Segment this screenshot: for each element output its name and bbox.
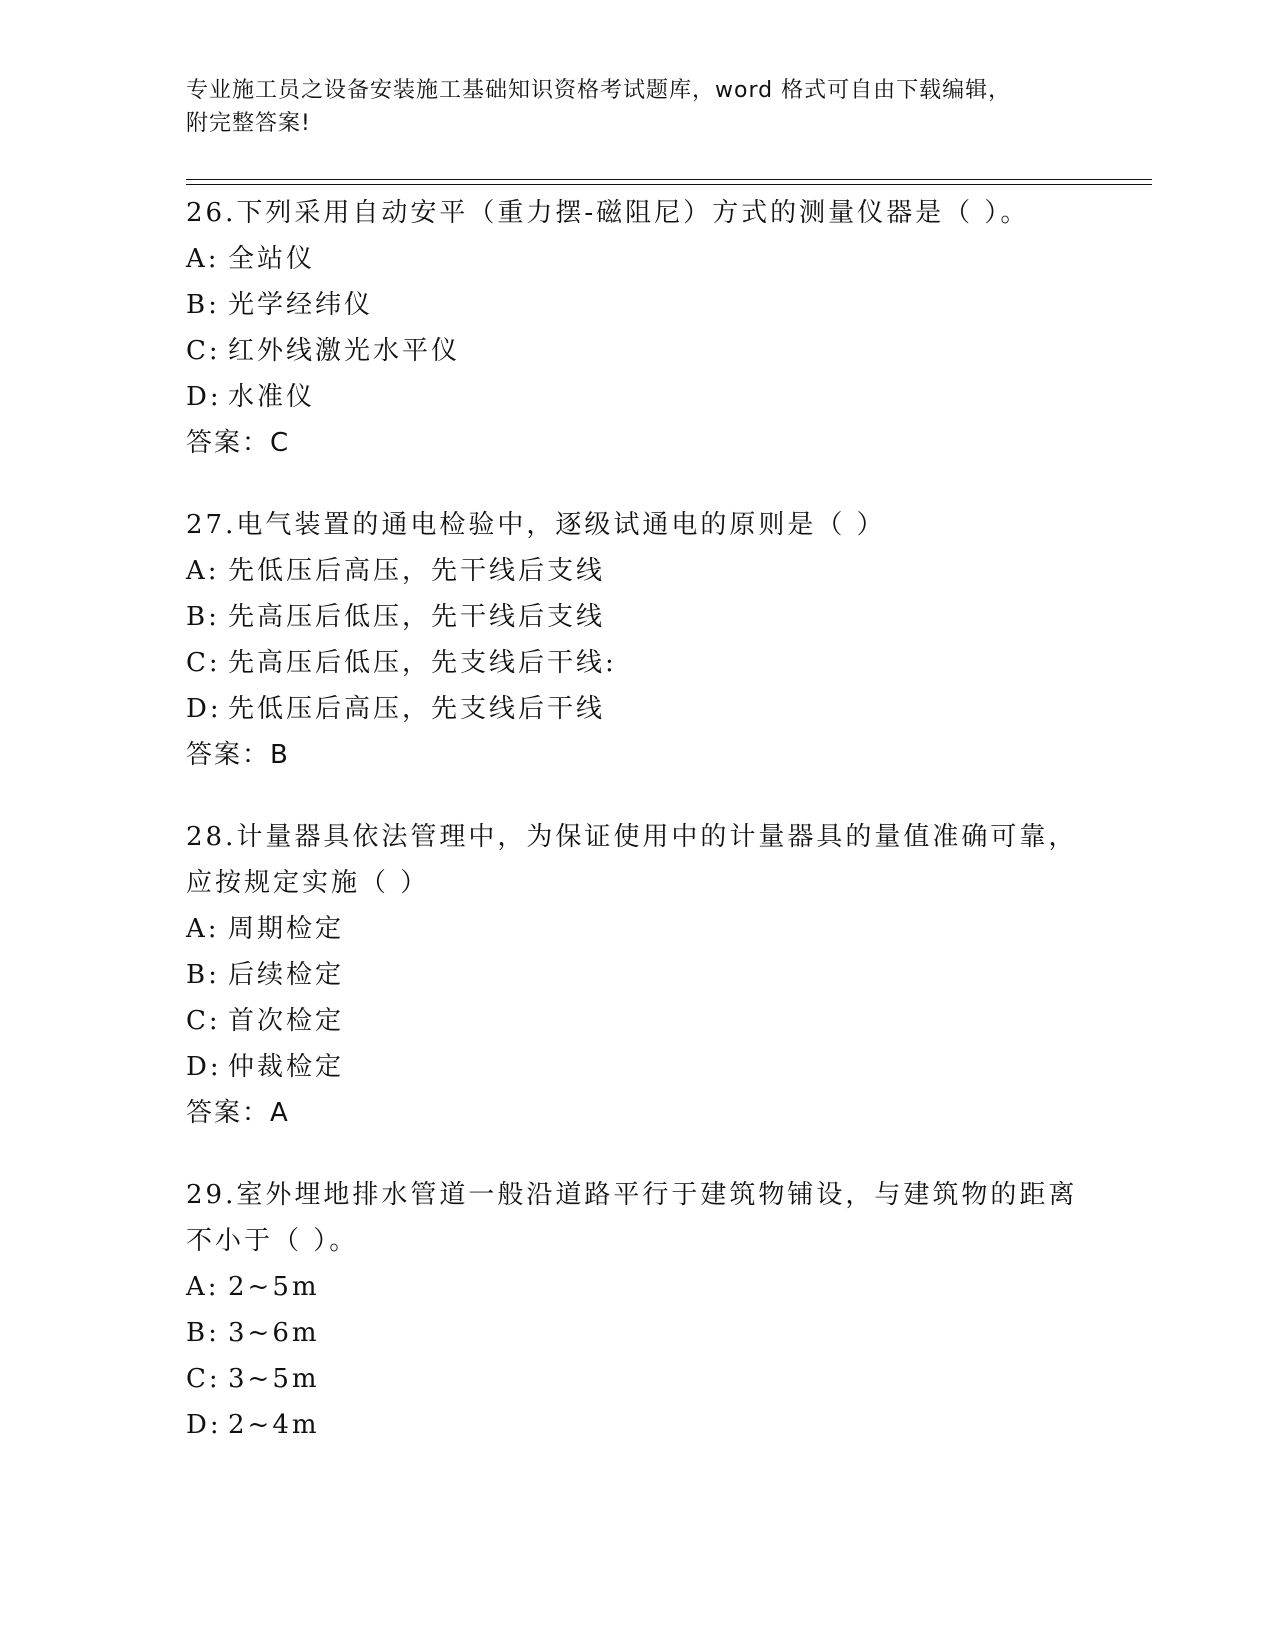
document-header: [186, 74, 1086, 140]
option-text: 先低压后高压，先干线后支线: [228, 556, 606, 586]
option-letter: C:: [186, 648, 221, 678]
option-text: 先高压后低压，先干线后支线: [228, 602, 606, 632]
answer-line: 答案：B: [186, 740, 290, 770]
option-letter: C:: [186, 336, 221, 366]
question-stem-line: 26.下列采用自动安平（重力摆-磁阻尼）方式的测量仪器是（ ）。: [186, 198, 1030, 228]
option-c: [186, 328, 1086, 374]
option-letter: B:: [186, 960, 220, 990]
option-letter: A:: [186, 556, 220, 586]
question-27: [186, 502, 1086, 778]
option-c: [186, 1356, 1086, 1402]
question-stem: [186, 190, 1086, 236]
option-text: 2~4m: [228, 1410, 320, 1440]
option-letter: D:: [186, 1052, 222, 1082]
question-stem: [186, 502, 1086, 548]
option-b: [186, 1310, 1086, 1356]
option-letter: A:: [186, 244, 220, 274]
option-text: 光学经纬仪: [228, 290, 374, 320]
option-a: [186, 548, 1086, 594]
question-28: [186, 814, 1086, 1136]
question-stem-line: 应按规定实施（ ）: [186, 868, 430, 898]
option-text: 首次检定: [228, 1006, 345, 1036]
option-letter: C:: [186, 1006, 221, 1036]
option-d: [186, 686, 1086, 732]
question-stem: [186, 814, 1086, 906]
option-text: 全站仪: [228, 244, 316, 274]
option-letter: D:: [186, 382, 222, 412]
header-divider-bottom: [186, 184, 1152, 185]
question-26: [186, 190, 1086, 466]
question-stem-line: 28.计量器具依法管理中，为保证使用中的计量器具的量值准确可靠，: [186, 822, 1078, 852]
option-text: 2~5m: [228, 1272, 320, 1302]
option-text: 3~6m: [228, 1318, 320, 1348]
option-letter: A:: [186, 914, 220, 944]
option-letter: B:: [186, 1318, 220, 1348]
option-letter: D:: [186, 1410, 222, 1440]
option-a: [186, 906, 1086, 952]
option-d: [186, 374, 1086, 420]
question-stem-line: 27.电气装置的通电检验中，逐级试通电的原则是（ ）: [186, 510, 886, 540]
answer-line: 答案：C: [186, 428, 291, 458]
option-letter: A:: [186, 1272, 220, 1302]
option-b: [186, 594, 1086, 640]
option-text: 先低压后高压，先支线后干线: [228, 694, 606, 724]
question-29: [186, 1172, 1086, 1448]
question-list: [186, 190, 1086, 1484]
option-text: 水准仪: [228, 382, 316, 412]
answer-line: 答案：A: [186, 1098, 290, 1128]
option-text: 仲裁检定: [228, 1052, 345, 1082]
option-letter: B:: [186, 290, 220, 320]
option-c: [186, 998, 1086, 1044]
header-line-1: 专业施工员之设备安装施工基础知识资格考试题库，word 格式可自由下载编辑，: [186, 78, 1012, 103]
option-text: 3~5m: [228, 1364, 320, 1394]
header-line-2: 附完整答案!: [186, 111, 311, 136]
option-d: [186, 1402, 1086, 1448]
option-b: [186, 282, 1086, 328]
option-text: 红外线激光水平仪: [228, 336, 461, 366]
header-divider-top: [186, 179, 1152, 180]
option-text: 周期检定: [228, 914, 345, 944]
option-letter: D:: [186, 694, 222, 724]
option-text: 后续检定: [228, 960, 345, 990]
option-letter: B:: [186, 602, 220, 632]
option-d: [186, 1044, 1086, 1090]
option-a: [186, 236, 1086, 282]
question-stem: [186, 1172, 1086, 1264]
question-stem-line: 不小于（ ）。: [186, 1226, 359, 1256]
question-stem-line: 29.室外埋地排水管道一般沿道路平行于建筑物铺设，与建筑物的距离: [186, 1180, 1078, 1210]
option-c: [186, 640, 1086, 686]
option-b: [186, 952, 1086, 998]
option-a: [186, 1264, 1086, 1310]
option-text: 先高压后低压，先支线后干线:: [228, 648, 617, 678]
option-letter: C:: [186, 1364, 221, 1394]
